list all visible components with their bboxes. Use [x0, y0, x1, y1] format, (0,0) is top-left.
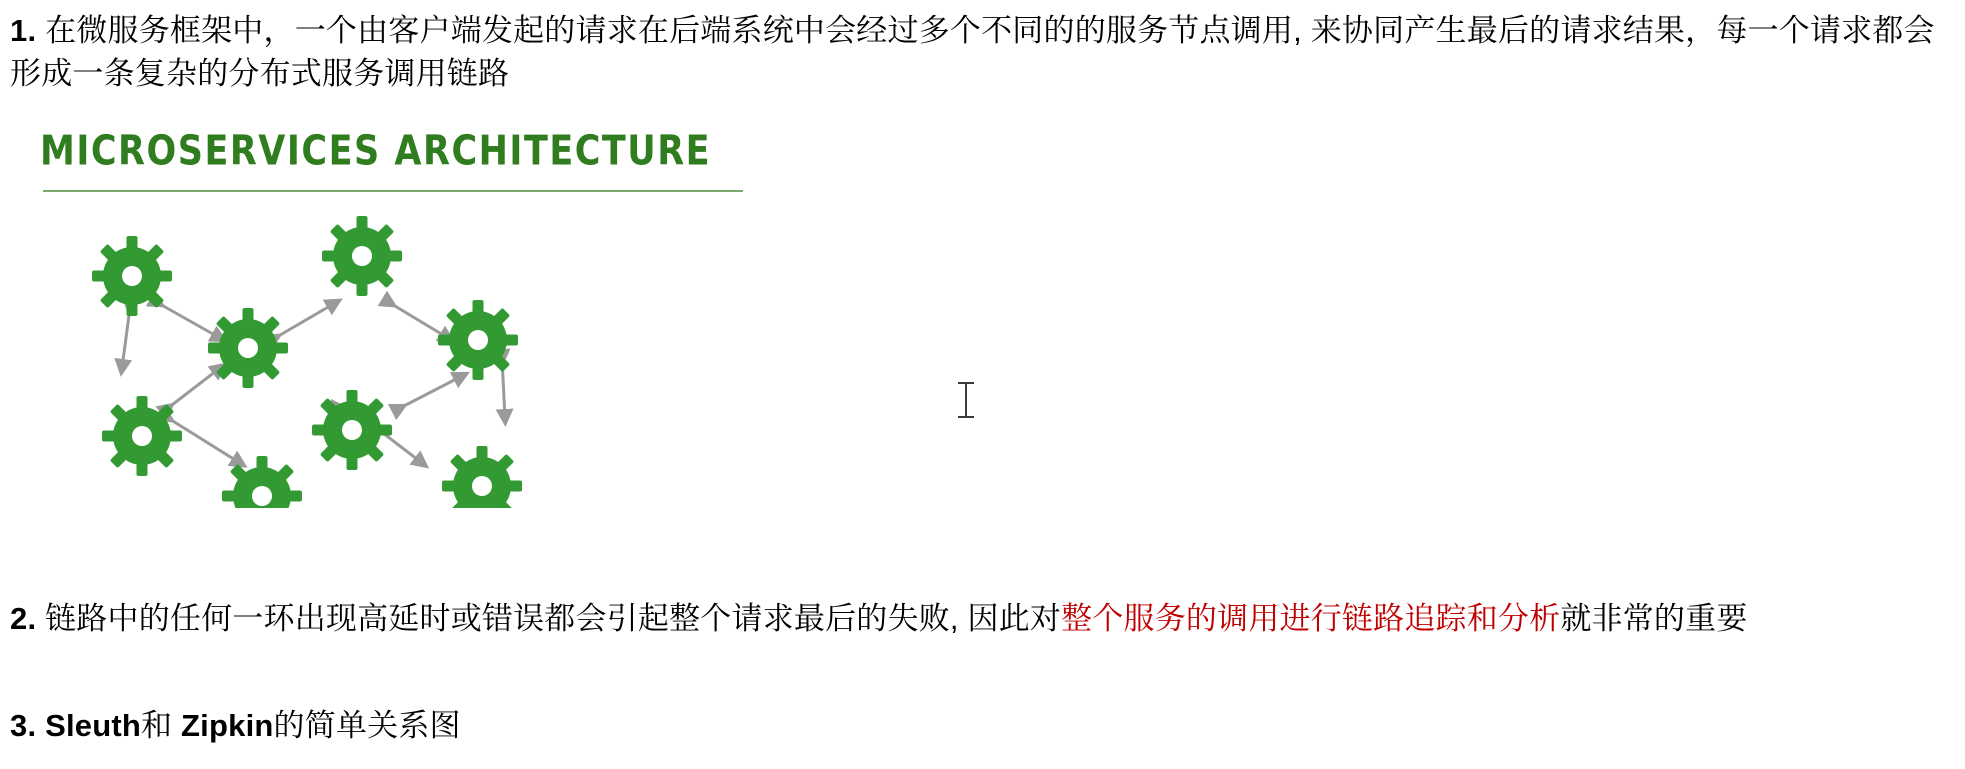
paragraph-2-text-highlight: 整个服务的调用进行链路追踪和分析	[1061, 601, 1561, 636]
paragraph-1-number: 1.	[10, 13, 37, 48]
gear-icon	[322, 216, 402, 296]
paragraph-1-text: 在微服务框架中，一个由客户端发起的请求在后端系统中会经过多个不同的的服务节点调用, 来协同产生最后的请求结果，每一个请求都会形成一条复杂的分布式服务调用链路	[10, 13, 1935, 91]
microservices-gears-diagram	[70, 208, 770, 508]
paragraph-3-text-tail: 的简单关系图	[273, 708, 461, 743]
paragraph-3-term-sleuth: Sleuth	[45, 708, 142, 743]
gear-icon	[312, 390, 392, 470]
paragraph-2-text-part2: 就非常的重要	[1560, 601, 1748, 636]
paragraph-3	[10, 705, 1960, 748]
paragraph-1	[10, 10, 1955, 96]
gear-icon	[438, 300, 518, 380]
paragraph-3-conjunction: 和	[141, 708, 182, 743]
paragraph-2	[10, 598, 1960, 641]
paragraph-2-number: 2.	[10, 601, 37, 636]
paragraph-3-number: 3.	[10, 708, 37, 743]
gear-icon	[222, 456, 302, 508]
figure-microservices-architecture	[10, 118, 1965, 518]
gear-icon	[92, 236, 172, 316]
gear-icon	[102, 396, 182, 476]
paragraph-2-text-part1: 链路中的任何一环出现高延时或错误都会引起整个请求最后的失败, 因此对	[45, 601, 1062, 636]
figure-title: MICROSERVICES ARCHITECTURE	[40, 127, 712, 175]
gear-icon	[208, 308, 288, 388]
paragraph-3-term-zipkin: Zipkin	[181, 708, 274, 743]
gear-icon	[442, 446, 522, 508]
figure-title-underline	[43, 190, 743, 192]
text-cursor-icon	[965, 383, 967, 417]
